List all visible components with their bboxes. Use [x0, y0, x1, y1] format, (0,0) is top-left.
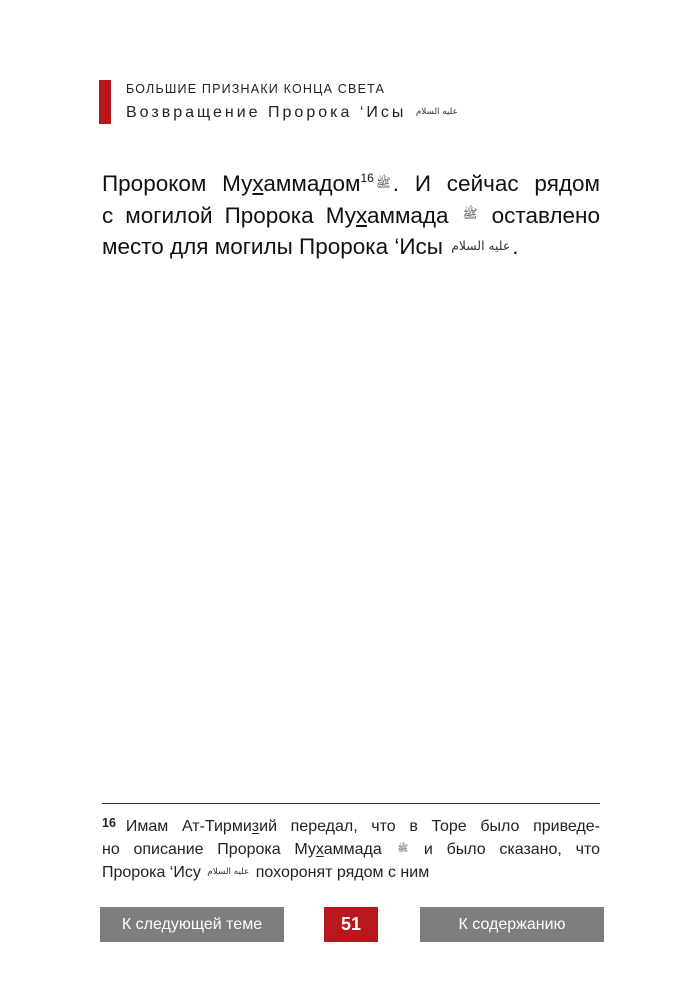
page-header — [99, 80, 619, 128]
footnote-line: но описание Пророка Мухаммада ﷺ и было сказано, что — [102, 841, 600, 858]
page-title — [126, 104, 460, 122]
paragraph-line: с могилой Пророка Мухаммада ﷺ оставлено — [102, 202, 600, 228]
table-of-contents-button[interactable]: К содержанию — [420, 907, 604, 942]
honorific-isa-glyph: عليه السلام — [207, 866, 250, 877]
honorific-isa-glyph: عليه السلام — [451, 238, 511, 253]
page-number: 51 — [324, 907, 378, 942]
section-kicker: БОЛЬШИЕ ПРИЗНАКИ КОНЦА СВЕТА — [126, 82, 386, 96]
honorific-muhammad-glyph: ﷺ — [397, 843, 409, 854]
footnote — [102, 812, 600, 884]
footnote-line: $^{16}$ Имам Ат-Тирмизий передал, что в Торе было приведе- — [102, 816, 600, 835]
footnote-reference-link[interactable]: 16 — [360, 171, 374, 185]
footnote-divider — [102, 803, 600, 804]
page-title-text: Возвращение Пророка ‘Исы — [126, 104, 407, 121]
footnote-number: 16 — [102, 816, 116, 830]
honorific-muhammad-glyph: ﷺ — [462, 207, 478, 222]
footnote-line: Пророка ‘Ису عليه السلام похоронят рядом с ним — [102, 864, 430, 881]
paragraph-line: место для могилы Пророка ‘Исы عليه السلام. — [102, 234, 519, 259]
honorific-muhammad-glyph: ﷺ — [375, 175, 391, 190]
honorific-isa-glyph: عليه السلام — [415, 106, 458, 117]
header-accent-bar — [99, 80, 111, 124]
paragraph-line: Пророком Мухаммадом$^{16}$ ﷺ. И сейчас рядом — [102, 171, 600, 196]
next-topic-button[interactable]: К следующей теме — [100, 907, 284, 942]
main-paragraph — [102, 168, 600, 263]
